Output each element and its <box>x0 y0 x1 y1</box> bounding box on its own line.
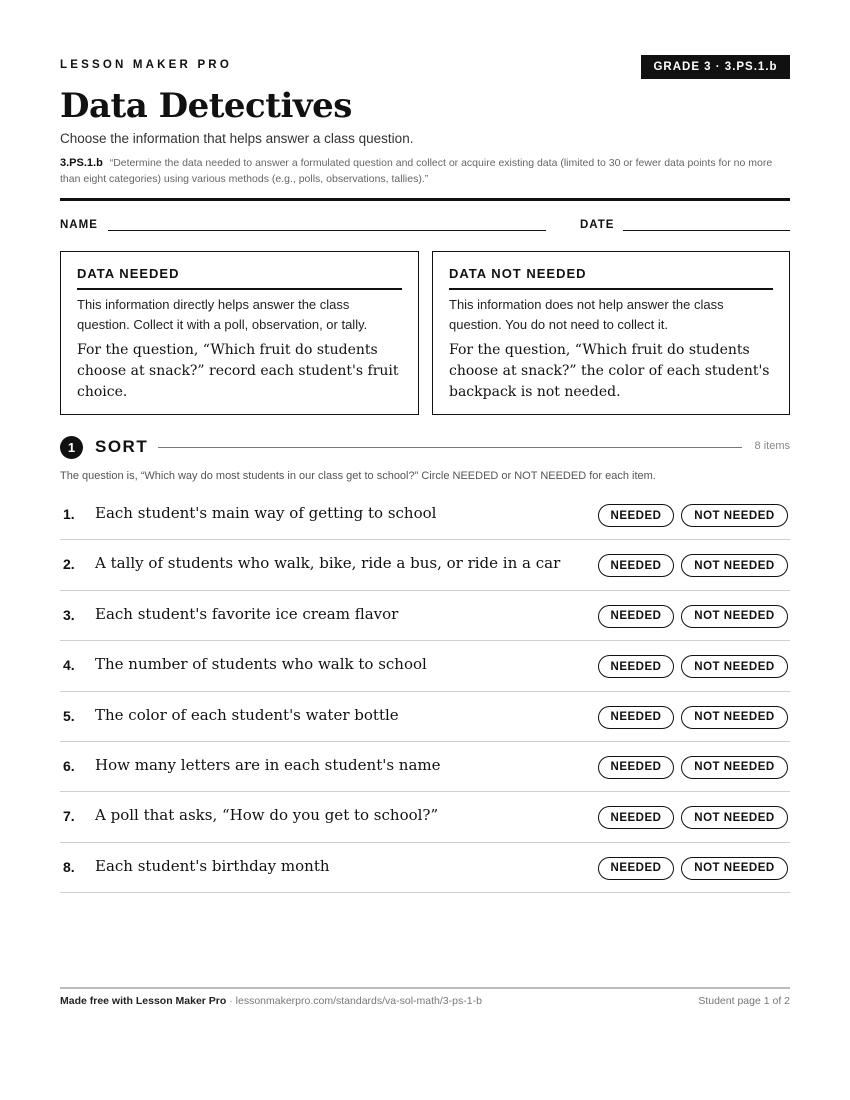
list-item <box>60 792 790 842</box>
not-needed-option[interactable]: NOT NEEDED <box>681 857 788 880</box>
list-item <box>60 591 790 641</box>
data-not-needed-title: DATA NOT NEEDED <box>449 266 773 290</box>
header-divider <box>60 198 790 201</box>
worksheet-page <box>60 0 790 1100</box>
item-number: 6. <box>63 757 75 774</box>
item-text: Each student's main way of getting to school <box>95 504 437 522</box>
footer-credit <box>60 995 482 1007</box>
item-count: 8 items <box>754 440 790 452</box>
footer-made-with: Made free with Lesson Maker Pro <box>60 995 227 1007</box>
item-text: How many letters are in each student's name <box>95 755 441 774</box>
item-number: 1. <box>63 506 75 522</box>
sort-instructions: The question is, “Which way do most students in our class get to school?” Circle NEEDED or NOT NEEDED for each item. <box>60 470 656 482</box>
not-needed-option[interactable]: NOT NEEDED <box>681 655 788 678</box>
needed-option[interactable]: NEEDED <box>598 756 674 779</box>
needed-option[interactable]: NEEDED <box>598 857 674 880</box>
item-number: 2. <box>63 556 75 573</box>
page-subtitle: Choose the information that helps answer a class question. <box>60 131 414 146</box>
date-label: DATE <box>580 219 615 231</box>
item-number: 5. <box>63 707 75 724</box>
page-title: Data Detectives <box>60 86 352 126</box>
brand-name: LESSON MAKER PRO <box>60 59 232 71</box>
section-number-badge: 1 <box>60 436 83 459</box>
standard-text: “Determine the data needed to answer a formulated question and collect or acquire existing data (limited to 30 or fewer data points for no more than eight categories) using various methods (e.g., polls, observations, tallies).” <box>60 157 773 185</box>
not-needed-option[interactable]: NOT NEEDED <box>681 806 788 829</box>
name-label: NAME <box>60 219 98 231</box>
data-needed-title: DATA NEEDED <box>77 266 402 290</box>
list-item <box>60 641 790 691</box>
needed-option[interactable]: NEEDED <box>598 504 674 527</box>
not-needed-option[interactable]: NOT NEEDED <box>681 756 788 779</box>
footer-url[interactable]: · lessonmakerpro.com/standards/va-sol-math/3-ps-1-b <box>226 995 482 1007</box>
section-title: SORT <box>95 437 149 456</box>
needed-option[interactable]: NEEDED <box>598 655 674 678</box>
footer-divider <box>60 987 790 989</box>
list-item <box>60 742 790 792</box>
standard-reference <box>60 155 790 187</box>
standard-code: 3.PS.1.b <box>60 157 103 169</box>
needed-option[interactable]: NEEDED <box>598 605 674 628</box>
data-not-needed-description: This information does not help answer the class question. You do not need to collect it. <box>449 297 724 332</box>
needed-option[interactable]: NEEDED <box>598 554 674 577</box>
not-needed-option[interactable]: NOT NEEDED <box>681 706 788 729</box>
not-needed-option[interactable]: NOT NEEDED <box>681 554 788 577</box>
date-field[interactable] <box>623 230 790 231</box>
data-needed-box <box>60 251 419 415</box>
name-date-row <box>60 219 790 235</box>
grade-badge: GRADE 3 · 3.PS.1.b <box>641 55 790 79</box>
item-text: A poll that asks, “How do you get to school?” <box>95 806 439 825</box>
item-number: 4. <box>63 657 75 674</box>
sort-items-list <box>60 490 790 893</box>
needed-option[interactable]: NEEDED <box>598 706 674 729</box>
data-not-needed-box <box>432 251 790 415</box>
item-text: Each student's favorite ice cream flavor <box>95 604 399 623</box>
section-divider <box>158 447 742 448</box>
item-number: 8. <box>63 858 75 875</box>
sort-section-header <box>60 436 790 458</box>
item-text: A tally of students who walk, bike, ride a bus, or ride in a car <box>95 554 561 573</box>
data-needed-description: This information directly helps answer the class question. Collect it with a poll, observation, or tally. <box>77 297 368 332</box>
item-number: 7. <box>63 808 75 825</box>
list-item <box>60 843 790 893</box>
list-item <box>60 540 790 590</box>
not-needed-option[interactable]: NOT NEEDED <box>681 605 788 628</box>
not-needed-option[interactable]: NOT NEEDED <box>681 504 788 527</box>
data-needed-example: For the question, “Which fruit do students choose at snack?” record each student's fruit choice. <box>77 342 399 400</box>
name-field[interactable] <box>108 230 546 231</box>
needed-option[interactable]: NEEDED <box>598 806 674 829</box>
footer-page-number: Student page 1 of 2 <box>698 995 790 1007</box>
item-text: The number of students who walk to school <box>95 655 427 674</box>
data-not-needed-example: For the question, “Which fruit do students choose at snack?” the color of each student's backpack is not needed. <box>449 342 770 400</box>
list-item <box>60 490 790 540</box>
item-text: Each student's birthday month <box>95 856 330 875</box>
item-text: The color of each student's water bottle <box>95 705 399 724</box>
item-number: 3. <box>63 606 75 623</box>
list-item <box>60 692 790 742</box>
